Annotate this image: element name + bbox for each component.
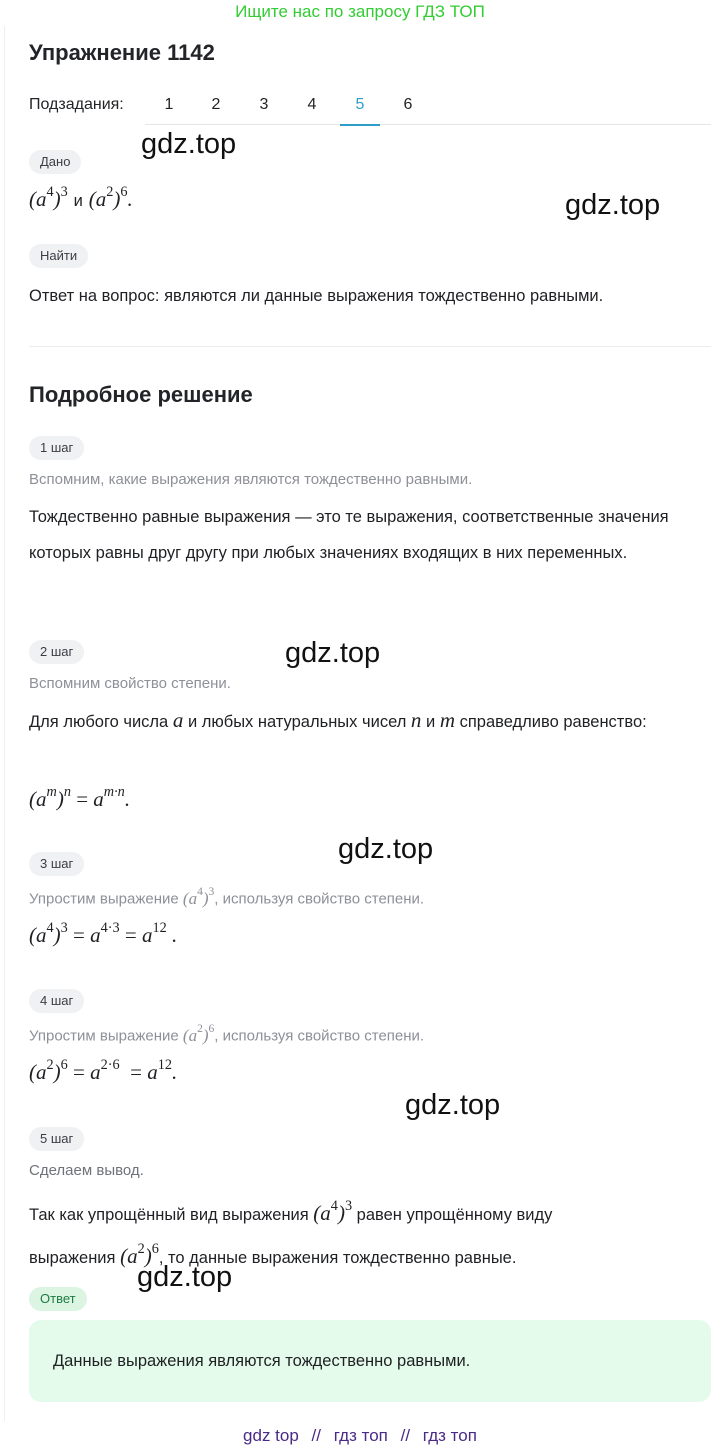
section-divider bbox=[29, 346, 711, 347]
tab-subtask-1[interactable]: 1 bbox=[164, 96, 174, 113]
subtasks-label: Подзадания: bbox=[29, 96, 124, 113]
step-1-hint: Вспомним, какие выражения являются тождественно равными. bbox=[29, 471, 473, 488]
given-badge: Дано bbox=[29, 150, 81, 174]
step-3-formula: $(a^4)^3 = a^{4\cdot 3} = a^{12}$ . bbox=[29, 919, 178, 947]
step-5-badge: 5 шаг bbox=[29, 1127, 84, 1151]
tabs-underline bbox=[145, 124, 711, 125]
solution-heading: Подробное решение bbox=[29, 382, 253, 407]
step-5-text: Так как упрощённый вид выражения $(a^4)^3$ равен упрощённому виду выражения $(a^2)^6$, то данные выражения тождественно равные. bbox=[29, 1197, 553, 1268]
step-4-badge: 4 шаг bbox=[29, 989, 84, 1013]
step-2-badge: 2 шаг bbox=[29, 640, 84, 664]
step-1-badge: 1 шаг bbox=[29, 436, 84, 460]
answer-box bbox=[29, 1320, 711, 1402]
footer-link-1[interactable]: gdz top bbox=[243, 1426, 299, 1445]
answer-badge: Ответ bbox=[29, 1287, 87, 1311]
footer-links bbox=[0, 1424, 720, 1448]
step-1-text: Тождественно равные выражения — это те выражения, соответственные значения которых равны друг другу при любых значениях входящих в них переменных. bbox=[29, 508, 669, 562]
exercise-card bbox=[4, 26, 720, 1421]
tab-subtask-4[interactable]: 4 bbox=[307, 96, 317, 113]
step-2-text: Для любого числа a и любых натуральных чисел n и m справедливо равенство: bbox=[29, 708, 647, 732]
tab-subtask-2[interactable]: 2 bbox=[211, 96, 221, 113]
tab-subtask-6[interactable]: 6 bbox=[403, 96, 413, 113]
answer-text: Данные выражения являются тождественно равными. bbox=[53, 1352, 471, 1370]
step-5-hint: Сделаем вывод. bbox=[29, 1162, 144, 1179]
power-rule-formula: $(a^m)^n = a^{m\cdot n}$. bbox=[29, 783, 131, 811]
given-formula: $(a^4)^3$ и $(a^2)^6$. bbox=[29, 183, 133, 211]
find-badge: Найти bbox=[29, 244, 88, 268]
search-hint-banner: Ищите нас по запросу ГДЗ ТОП bbox=[235, 2, 485, 21]
watermark: gdz.top bbox=[338, 833, 434, 865]
page-title: Упражнение 1142 bbox=[29, 40, 215, 65]
footer-separator: // bbox=[400, 1426, 411, 1445]
watermark: gdz.top bbox=[141, 128, 237, 160]
step-4-hint: Упростим выражение $(a^2)^6$, используя свойство степени. bbox=[29, 1022, 425, 1045]
watermark: gdz.top bbox=[405, 1089, 501, 1121]
watermark: gdz.top bbox=[565, 189, 661, 221]
footer-separator: // bbox=[311, 1426, 321, 1445]
footer-link-2[interactable]: гдз топ bbox=[333, 1426, 388, 1445]
watermark: gdz.top bbox=[137, 1261, 233, 1293]
step-4-formula: $(a^2)^6 = a^{2\cdot 6} = a^{12}$. bbox=[29, 1056, 178, 1084]
step-3-badge: 3 шаг bbox=[29, 852, 84, 876]
step-2-hint: Вспомним свойство степени. bbox=[29, 675, 231, 692]
tab-subtask-5[interactable]: 5 bbox=[340, 94, 380, 126]
watermark: gdz.top bbox=[285, 637, 381, 669]
footer-link-3[interactable]: гдз топ bbox=[422, 1426, 477, 1445]
step-3-hint: Упростим выражение $(a^4)^3$, используя свойство степени. bbox=[29, 885, 425, 908]
find-text: Ответ на вопрос: являются ли данные выражения тождественно равными. bbox=[29, 287, 604, 305]
tab-subtask-3[interactable]: 3 bbox=[259, 96, 269, 113]
